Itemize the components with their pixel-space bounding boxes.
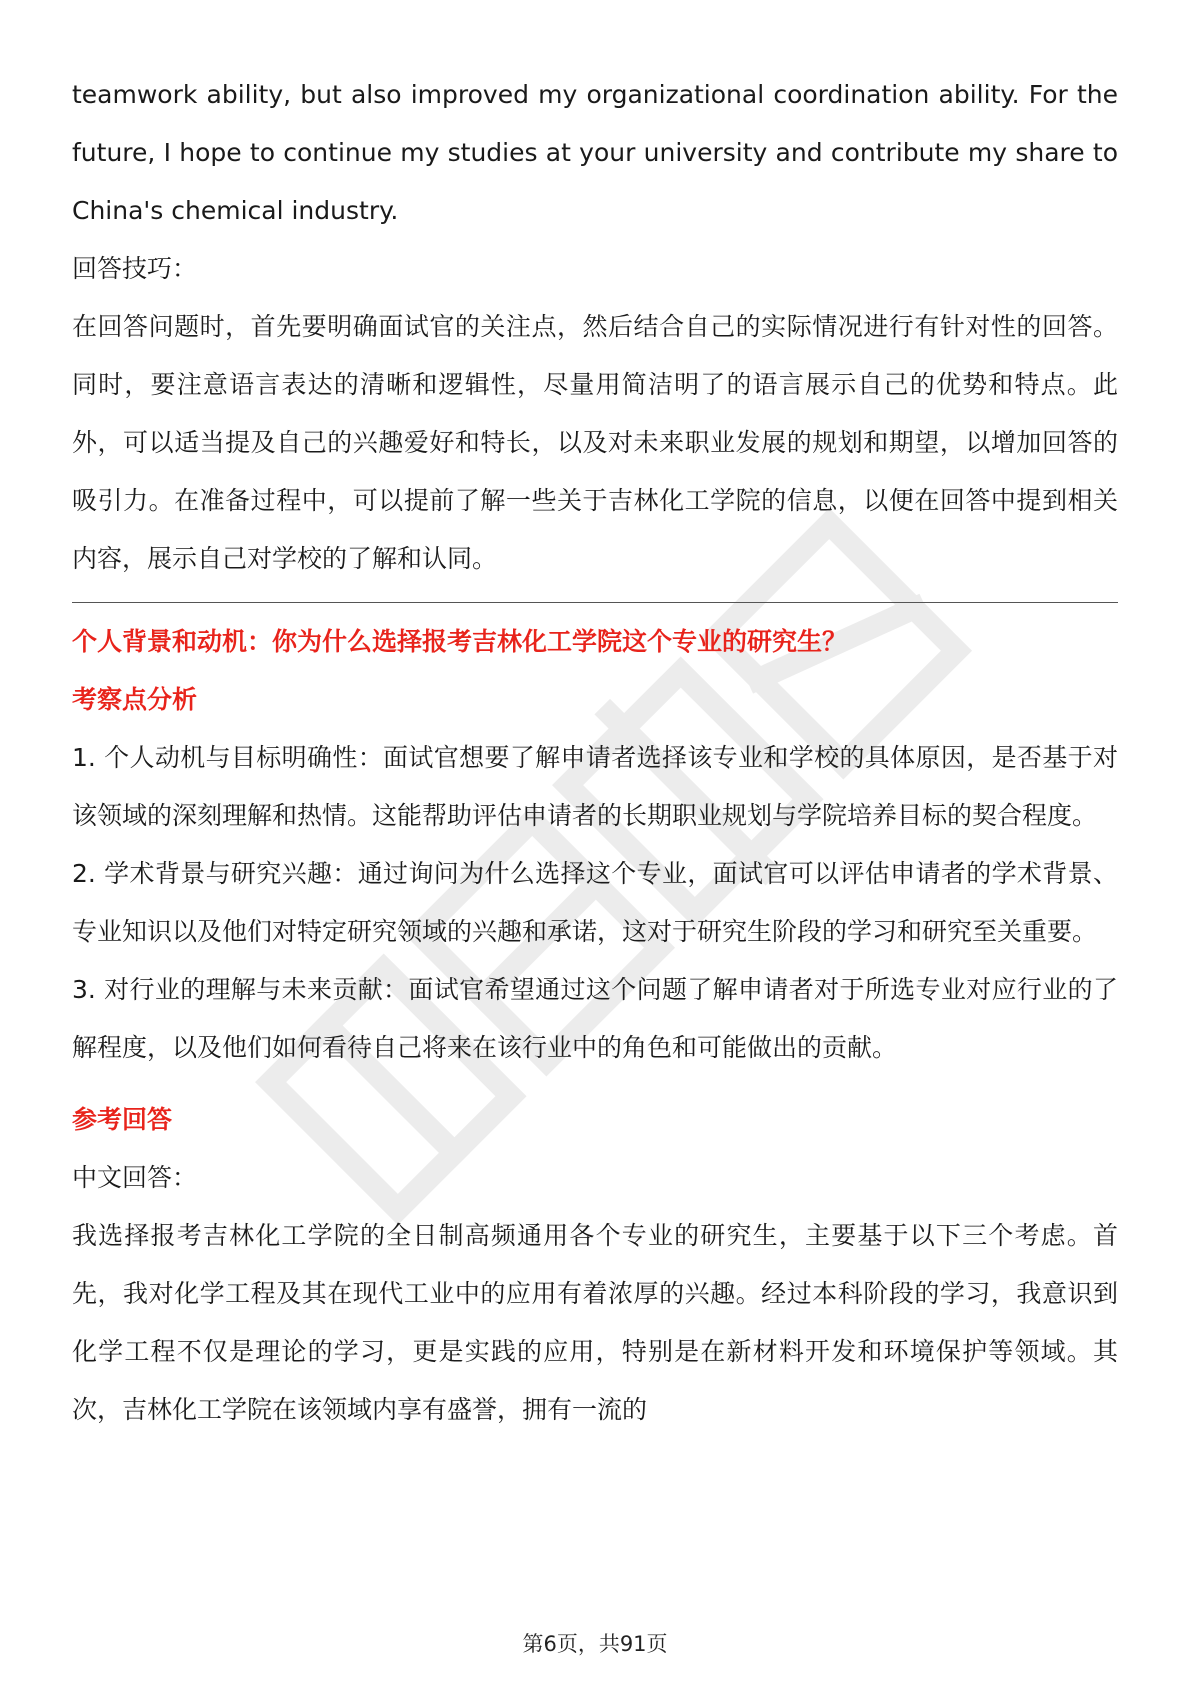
- tips-label: 回答技巧：: [72, 254, 198, 283]
- chinese-answer-label: 中文回答：: [72, 1163, 198, 1192]
- analysis-point-1: 1. 个人动机与目标明确性：面试官想要了解申请者选择该专业和学校的具体原因，是否基于对该领域的深刻理解和热情。这能帮助评估申请者的长期职业规划与学院培养目标的契合程度。: [72, 743, 1118, 830]
- page-number-footer: 第6页，共91页: [522, 1632, 668, 1656]
- question-title: 个人背景和动机：你为什么选择报考吉林化工学院这个专业的研究生？: [72, 627, 848, 656]
- main-content: [72, 66, 1118, 1439]
- section-divider: [72, 602, 1118, 603]
- tips-paragraph: 在回答问题时，首先要明确面试官的关注点，然后结合自己的实际情况进行有针对性的回答。同时，要注意语言表达的清晰和逻辑性，尽量用简洁明了的语言展示自己的优势和特点。此外，可以适当提及自己的兴趣爱好和特长，以及对未来职业发展的规划和期望，以增加回答的吸引力。在准备过程中，可以提前了解一些关于吉林化工学院的信息，以便在回答中提到相关内容，展示自己对学校的了解和认同。: [72, 312, 1118, 573]
- intro-paragraph: teamwork ability, but also improved my organizational coordination ability. For the future, I hope to continue my studies at your university and contribute my share to China's chemical industry.: [72, 80, 1118, 225]
- chinese-answer-paragraph: 我选择报考吉林化工学院的全日制高频通用各个专业的研究生，主要基于以下三个考虑。首先，我对化学工程及其在现代工业中的应用有着浓厚的兴趣。经过本科阶段的学习，我意识到化学工程不仅是理论的学习，更是实践的应用，特别是在新材料开发和环境保护等领域。其次，吉林化工学院在该领域内享有盛誉，拥有一流的: [72, 1221, 1118, 1424]
- analysis-point-3: 3. 对行业的理解与未来贡献：面试官希望通过这个问题了解申请者对于所选专业对应行业的了解程度，以及他们如何看待自己将来在该行业中的角色和可能做出的贡献。: [72, 975, 1118, 1062]
- analysis-point-2: 2. 学术背景与研究兴趣：通过询问为什么选择这个专业，面试官可以评估申请者的学术背景、专业知识以及他们对特定研究领域的兴趣和承诺，这对于研究生阶段的学习和研究至关重要。: [72, 859, 1118, 946]
- spacer: [72, 1077, 1118, 1091]
- analysis-heading: 考察点分析: [72, 685, 198, 714]
- reference-heading: 参考回答: [72, 1105, 173, 1134]
